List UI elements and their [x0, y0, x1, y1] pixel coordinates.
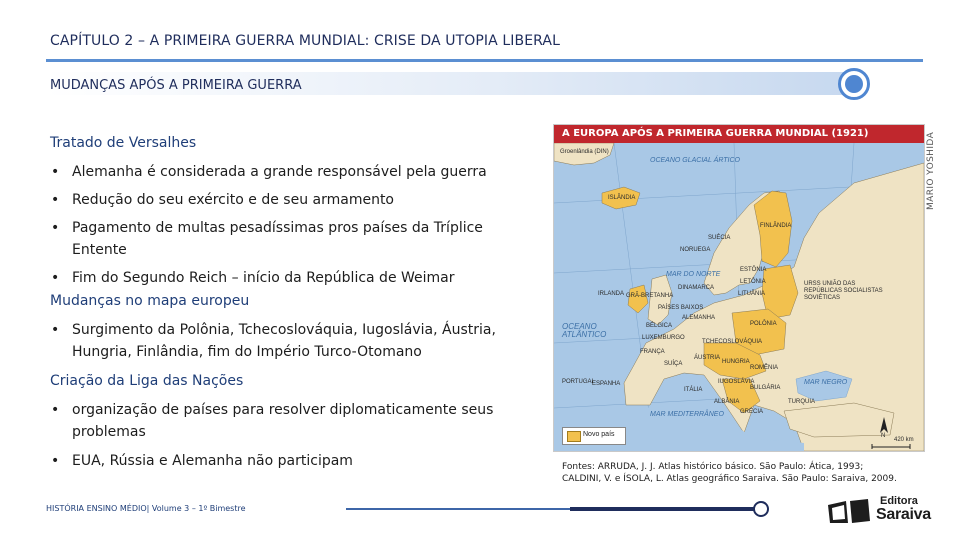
section-dot-icon [838, 68, 870, 100]
logo-saraiva: Saraiva [876, 506, 931, 523]
map-label-portugal: PORTUGAL [562, 379, 595, 385]
map-label-mar-negro: MAR NEGRO [804, 379, 848, 386]
versalhes-heading: Tratado de Versalhes [50, 135, 197, 151]
source-line-1: Fontes: ARRUDA, J. J. Atlas histórico básico. São Paulo: Ática, 1993; [562, 462, 864, 472]
map-label-groenlandia: Groenlândia (DIN) [560, 149, 609, 155]
map-label-urss: URSS UNIÃO DAS REPÚBLICAS SOCIALISTAS SOVIÉTICAS [804, 281, 883, 301]
map-title: A EUROPA APÓS A PRIMEIRA GUERRA MUNDIAL (1921) [554, 125, 924, 143]
bullet-versalhes-2: • Redução do seu exército e de seu armamento [50, 189, 520, 211]
map-scale-label: 420 km [894, 437, 914, 443]
map-label-lituania: LITUÂNIA [738, 291, 766, 297]
map-label-italia: ITÁLIA [684, 387, 703, 393]
bullet-versalhes-1: • Alemanha é considerada a grande responsável pela guerra [50, 161, 520, 183]
map-figure [553, 124, 925, 452]
saraiva-logo [826, 493, 942, 527]
map-label-islandia: ISLÂNDIA [608, 195, 636, 201]
section-title: MUDANÇAS APÓS A PRIMEIRA GUERRA [50, 78, 302, 93]
logo-editora: Editora [880, 495, 918, 507]
text-column [50, 132, 520, 472]
map-body [554, 143, 924, 451]
bullet-mapa-1: • Surgimento da Polônia, Tchecoslováquia, Iugoslávia, Áustria, Hungria, Finlândia, fim do Império Turco-Otomano [50, 319, 517, 363]
footer-rule-accent [570, 507, 756, 511]
book-logo-icon [826, 497, 872, 525]
map-label-oceano-glacial: OCEANO GLACIAL ÁRTICO [650, 157, 740, 164]
map-credit: MARIO YOSHIDA [926, 131, 936, 210]
liga-heading: Criação da Liga das Nações [50, 373, 244, 389]
bullet-versalhes-4: • Fim do Segundo Reich – início da República de Weimar [50, 267, 520, 289]
map-label-noruega: NORUEGA [680, 247, 711, 253]
map-label-estonia: ESTÔNIA [740, 267, 767, 273]
map-label-luxemburgo: LUXEMBURGO [642, 335, 685, 341]
map-label-albania: ALBÂNIA [714, 399, 740, 405]
map-label-tchecoslovaquia: TCHECOSLOVÁQUIA [702, 339, 763, 345]
map-label-mar-norte: MAR DO NORTE [666, 271, 721, 278]
map-label-turquia: TURQUIA [788, 399, 815, 405]
footer-label: HISTÓRIA ENSINO MÉDIO| Volume 3 – 1º Bimestre [46, 504, 246, 513]
map-legend [562, 427, 626, 445]
map-label-belgica: BÉLGICA [646, 323, 673, 329]
bullet-liga-1: • organização de países para resolver diplomaticamente seus problemas [50, 399, 517, 443]
legend-label: Novo país [583, 431, 615, 438]
bullet-versalhes-3: • Pagamento de multas pesadíssimas pros países da Tríplice Entente [50, 217, 502, 261]
map-label-polonia: POLÔNIA [750, 321, 777, 327]
map-label-mar-mediterraneo: MAR MEDITERRÂNEO [650, 411, 724, 418]
chapter-title: CAPÍTULO 2 – A PRIMEIRA GUERRA MUNDIAL: CRISE DA UTOPIA LIBERAL [50, 33, 560, 49]
map-label-alemanha: ALEMANHA [682, 315, 716, 321]
map-label-romenia: ROMÊNIA [750, 365, 779, 371]
map-label-paises-baixos: PAÍSES BAIXOS [658, 305, 704, 311]
map-label-gra-bretanha: GRÃ-BRETANHA [626, 293, 674, 299]
footer-dot-icon [753, 501, 769, 517]
map-label-letonia: LETÔNIA [740, 279, 766, 285]
map-label-franca: FRANÇA [640, 349, 665, 355]
map-label-hungria: HUNGRIA [722, 359, 750, 365]
map-label-irlanda: IRLANDA [598, 291, 625, 297]
map-label-grecia: GRÉCIA [740, 409, 764, 415]
map-label-suica: SUÍÇA [664, 361, 683, 367]
map-label-iugoslavia: IUGOSLÁVIA [718, 379, 755, 385]
map-label-suecia: SUÉCIA [708, 235, 731, 241]
map-label-oceano-atlantico: OCEANO ATLÂNTICO [562, 322, 607, 339]
map-label-bulgaria: BULGÁRIA [750, 385, 781, 391]
map-label-finlandia: FINLÂNDIA [760, 223, 792, 229]
map-label-espanha: ESPANHA [592, 381, 621, 387]
mapa-heading: Mudanças no mapa europeu [50, 293, 250, 309]
legend-swatch [567, 431, 581, 442]
map-label-dinamarca: DINAMARCA [678, 285, 715, 291]
map-source [562, 461, 932, 485]
map-label-austria: ÁUSTRIA [694, 355, 721, 361]
map-north-label: N [881, 433, 886, 439]
title-rule [46, 59, 923, 62]
bullet-liga-2: • EUA, Rússia e Alemanha não participam [50, 450, 520, 472]
source-line-2: CALDINI, V. e ÍSOLA, L. Atlas geográfico Saraiva. São Paulo: Saraiva, 2009. [562, 474, 897, 484]
